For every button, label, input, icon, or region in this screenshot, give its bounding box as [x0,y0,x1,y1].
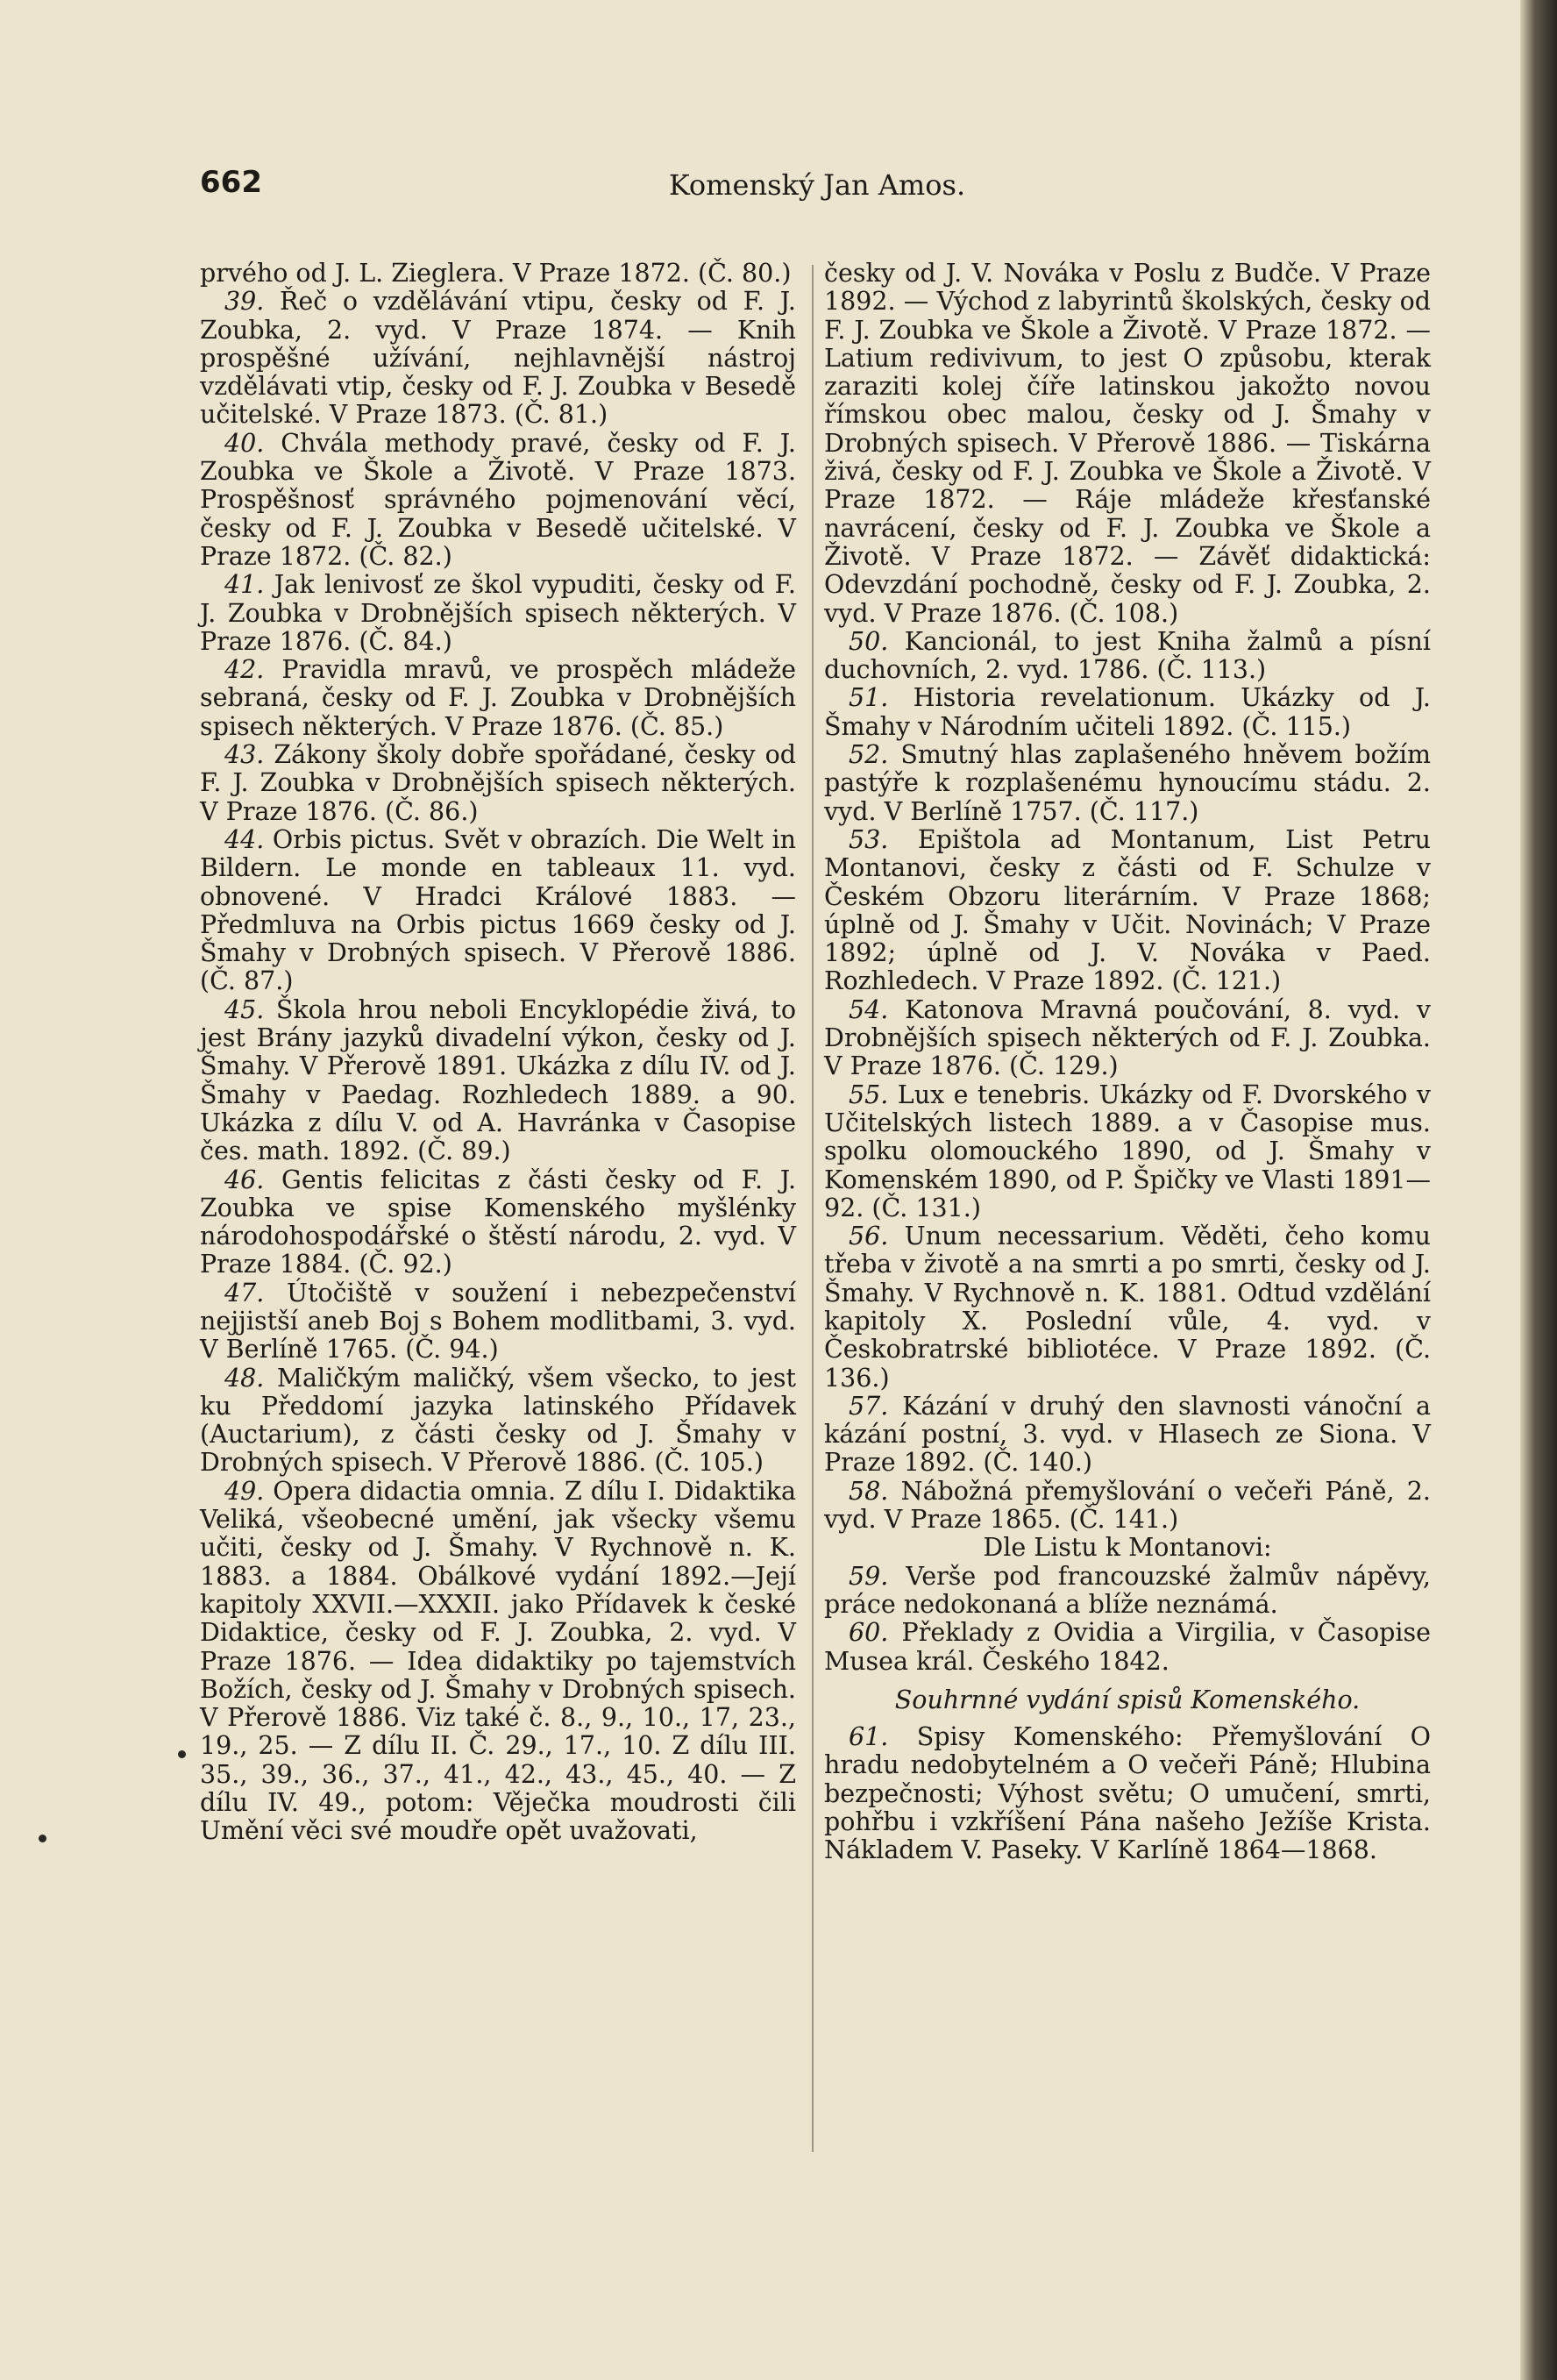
entry-text: Gentis felicitas z části česky od F. J. Zoubka ve spise Komenského myšlénky národohospodářské o štěstí národu, 2. vyd. V Praze 1884. (Č. 92.) [200,1165,797,1279]
entry-text: Kázání v druhý den slavnosti vánoční a kázání postní, 3. vyd. v Hlasech ze Siona. V Praze 1892. (Č. 140.) [824,1391,1431,1478]
bibliography-entry [200,1478,796,1846]
bibliography-entry [200,571,796,656]
right-column [824,260,1431,1865]
bibliography-entry [200,430,796,571]
bibliography-entry [200,996,796,1166]
entry-text: Překlady z Ovidia a Virgilia, v Časopise Musea král. Českého 1842. [824,1618,1431,1676]
entry-number: 54. [849,994,889,1024]
entry-number: 43. [224,740,265,770]
bibliography-entry [200,741,796,826]
entry-text: Jak lenivosť ze škol vypuditi, česky od F. J. Zoubka v Drobnějších spisech některých. V Praze 1876. (Č. 84.) [200,570,796,656]
entry-text: Smutný hlas zaplašeného hněvem božím pastýře k rozplašenému hynoucímu stádu. 2. vyd. V Berlíně 1757. (Č. 117.) [824,740,1431,826]
entry-text: Unum necessarium. Věděti, čeho komu třeba v životě a na smrti a po smrti, česky od J. Šmahy. V Rychnově n. K. 1881. Odtud vzdělání kapitoly X. Poslední vůle, 4. vyd. v Českobratrské bibliotéce. V Praze 1892. (Č. 136.) [824,1222,1431,1393]
entry-text: Kancionál, to jest Kniha žalmů a písní duchovních, 2. vyd. 1786. (Č. 113.) [824,626,1431,685]
bibliography-entry [824,1619,1431,1676]
bibliography-entry [200,1166,796,1279]
left-column [200,260,796,1846]
entry-number: 45. [224,994,265,1024]
bibliography-entry [200,656,796,741]
entry-number: 41. [224,570,265,600]
entry-number: 42. [224,655,265,685]
entry-text: Spisy Komenského: Přemyšlování O hradu nedobytelném a O večeři Páně; Hlubina bezpečnosti; Výhost světu; O umučení, smrti, pohřbu i vzkříšení Pána našeho Ježíše Krista. Nákladem V. Paseky. V Karlíně 1864—1868. [824,1722,1432,1865]
entry-number: 40. [224,428,265,458]
column-divider [812,265,814,2152]
entry-text: Katonova Mravná poučování, 8. vyd. v Drobnějších spisech některých od F. J. Zoubka. V Praze 1876. (Č. 129.) [824,994,1432,1081]
entry-text: Epištola ad Montanum, List Petru Montanovi, česky z části od F. Schulze v Českém Obzoru literárním. V Praze 1868; úplně od J. Šmahy v Učit. Novinách; V Praze 1892; úplně od J. V. Nováka v Paed. Rozhledech. V Praze 1892. (Č. 121.) [824,824,1432,996]
bibliography-entry [824,741,1431,826]
entry-number: 48. [224,1363,265,1393]
entry-text: Verše pod francouzské žalmův nápěvy, práce nedokonaná a blíže neznámá. [824,1561,1431,1619]
entry-number: 44. [224,824,265,854]
bibliography-entry [824,628,1431,685]
entry-number: 49. [224,1476,265,1506]
bibliography-entry [200,1365,796,1478]
subheading [824,1534,1431,1562]
entry-text: česky od J. V. Nováka v Poslu z Budče. V Praze 1892. — Východ z labyrintů školských, česky od F. J. Zoubka ve Škole a Životě. V Praze 1872. — Latium redivivum, to jest O způsobu, kterak zaraziti kolej číře latinskou jakožto novou římskou obec malou, česky od J. Šmahy v Drobných spisech. V Přerově 1886. — Tiskárna živá, česky od F. J. Zoubka ve Škole a Životě. V Praze 1872. — Ráje mládeže křesťanské navrácení, česky od F. J. Zoubka ve Škole a Životě. V Praze 1872. — Závěť didaktická: Odevzdání pochodně, česky od F. J. Zoubka, 2. vyd. V Praze 1876. (Č. 108.) [824,259,1431,628]
bibliography-entry [200,826,796,996]
entry-number: 51. [849,683,889,713]
entry-number: 53. [849,824,889,854]
entry-text: Historia revelationum. Ukázky od J. Šmahy v Národním učiteli 1892. (Č. 115.) [824,683,1431,741]
entry-text: Útočiště v soužení i nebezpečenství nejjistší aneb Boj s Bohem modlitbami, 3. vyd. V Berlíně 1765. (Č. 94.) [200,1278,797,1365]
page-header [200,165,1434,209]
entry-text: Chvála methody pravé, česky od F. J. Zoubka ve Škole a Životě. V Praze 1873. Prospěšnosť správného pojmenování věcí, česky od F. J. Zoubka v Besedě učitelské. V Praze 1872. (Č. 82.) [200,428,796,571]
bibliography-entry [824,996,1431,1081]
bibliography-entry [824,1723,1431,1864]
bibliography-entry [824,1563,1431,1620]
entry-number: 61. [849,1722,889,1752]
entry-text: Řeč o vzdělávání vtipu, česky od F. J. Zoubka, 2. vyd. V Praze 1874. — Knih prospěšné užívání, nejhlavnější nástroj vzdělávati vtip, česky od F. J. Zoubka v Besedě učitelské. V Praze 1873. (Č. 81.) [200,287,796,430]
entry-text: Orbis pictus. Svět v obrazích. Die Welt in Bildern. Le monde en tableaux 11. vyd. obnovené. V Hradci Králové 1883. — Předmluva na Orbis pictus 1669 česky od J. Šmahy v Drobných spisech. V Přerově 1886. (Č. 87.) [200,824,796,996]
bibliography-entry [824,684,1431,741]
margin-dot [39,1835,46,1842]
bibliography-entry [200,288,796,429]
bibliography-entry [824,1222,1431,1393]
entry-text: prvého od J. L. Zieglera. V Praze 1872. (Č. 80.) [200,259,792,288]
bibliography-entry [824,1081,1431,1222]
entry-text: Opera didactia omnia. Z dílu I. Didaktika Veliká, všeobecné umění, jak všecky všemu učiti, česky od J. Šmahy. V Rychnově n. K. 1883. a 1884. Obálkové vydání 1892.—Její kapitoly XXVII.—XXXII. jako Přídavek k české Didaktice, česky od F. J. Zoubka, 2. vyd. V Praze 1876. — Idea didaktiky po tajemstvích Božích, česky od J. Šmahy v Drobných spisech. V Přerově 1886. Viz také č. 8., 9., 10., 17, 23., 19., 25. — Z dílu II. Č. 29., 17., 10. Z dílu III. 35., 39., 36., 37., 41., 42., 43., 45., 40. — Z dílu IV. 49., potom: Věječka moudrosti čili Umění věci své moudře opět uvažovati, [200,1476,797,1846]
entry-number: 60. [849,1618,889,1648]
section-heading [824,1686,1431,1714]
running-head: Komenský Jan Amos. [668,168,966,202]
entry-text: Zákony školy dobře spořádané, česky od F. J. Zoubka v Drobnějších spisech některých. V Praze 1876. (Č. 86.) [200,740,796,826]
entry-number: 57. [849,1391,889,1421]
bibliography-entry [824,260,1431,628]
bibliography-entry [824,1393,1431,1478]
entry-text: Maličkým maličký, všem všecko, to jest ku Předdomí jazyka latinského Přídavek (Auctarium), z části česky od J. Šmahy v Drobných spisech. V Přerově 1886. (Č. 105.) [200,1363,796,1478]
entry-number: 50. [849,626,889,656]
entry-number: 39. [224,287,265,317]
subheading-text: Dle Listu k Montanovi: [983,1533,1272,1563]
entry-number: 59. [849,1561,889,1591]
entry-number: 52. [849,740,889,770]
entry-number: 58. [849,1476,889,1506]
entry-text: Škola hrou neboli Encyklopédie živá, to jest Brány jazyků divadelní výkon, česky od J. Šmahy. V Přerově 1891. Ukázka z dílu IV. od J. Šmahy v Paedag. Rozhledech 1889. a 90. Ukázka z dílu V. od A. Havránka v Časopise čes. math. 1892. (Č. 89.) [200,994,796,1166]
page-number: 662 [200,165,262,200]
book-gutter-shadow [1520,0,1557,2380]
entry-number: 46. [224,1165,265,1194]
bibliography-entry [824,826,1431,996]
entry-text: Nábožná přemyšlování o večeři Páně, 2. vyd. V Praze 1865. (Č. 141.) [824,1476,1431,1535]
margin-dot [178,1750,186,1758]
entry-number: 56. [849,1222,889,1251]
entry-number: 55. [849,1080,889,1109]
entry-number: 47. [224,1278,265,1308]
section-heading-text: Souhrnné vydání spisů Komenského. [894,1685,1361,1714]
bibliography-entry [824,1478,1431,1535]
bibliography-entry [200,260,796,288]
bibliography-entry [200,1279,796,1365]
entry-text: Lux e tenebris. Ukázky od F. Dvorského v Učitelských listech 1889. a v Časopise mus. spolku olomouckého 1890, od J. Šmahy v Komenském 1890, od P. Špičky ve Vlasti 1891—92. (Č. 131.) [824,1080,1432,1222]
entry-text: Pravidla mravů, ve prospěch mládeže sebraná, česky od F. J. Zoubka v Drobnějších spisech některých. V Praze 1876. (Č. 85.) [200,655,796,741]
